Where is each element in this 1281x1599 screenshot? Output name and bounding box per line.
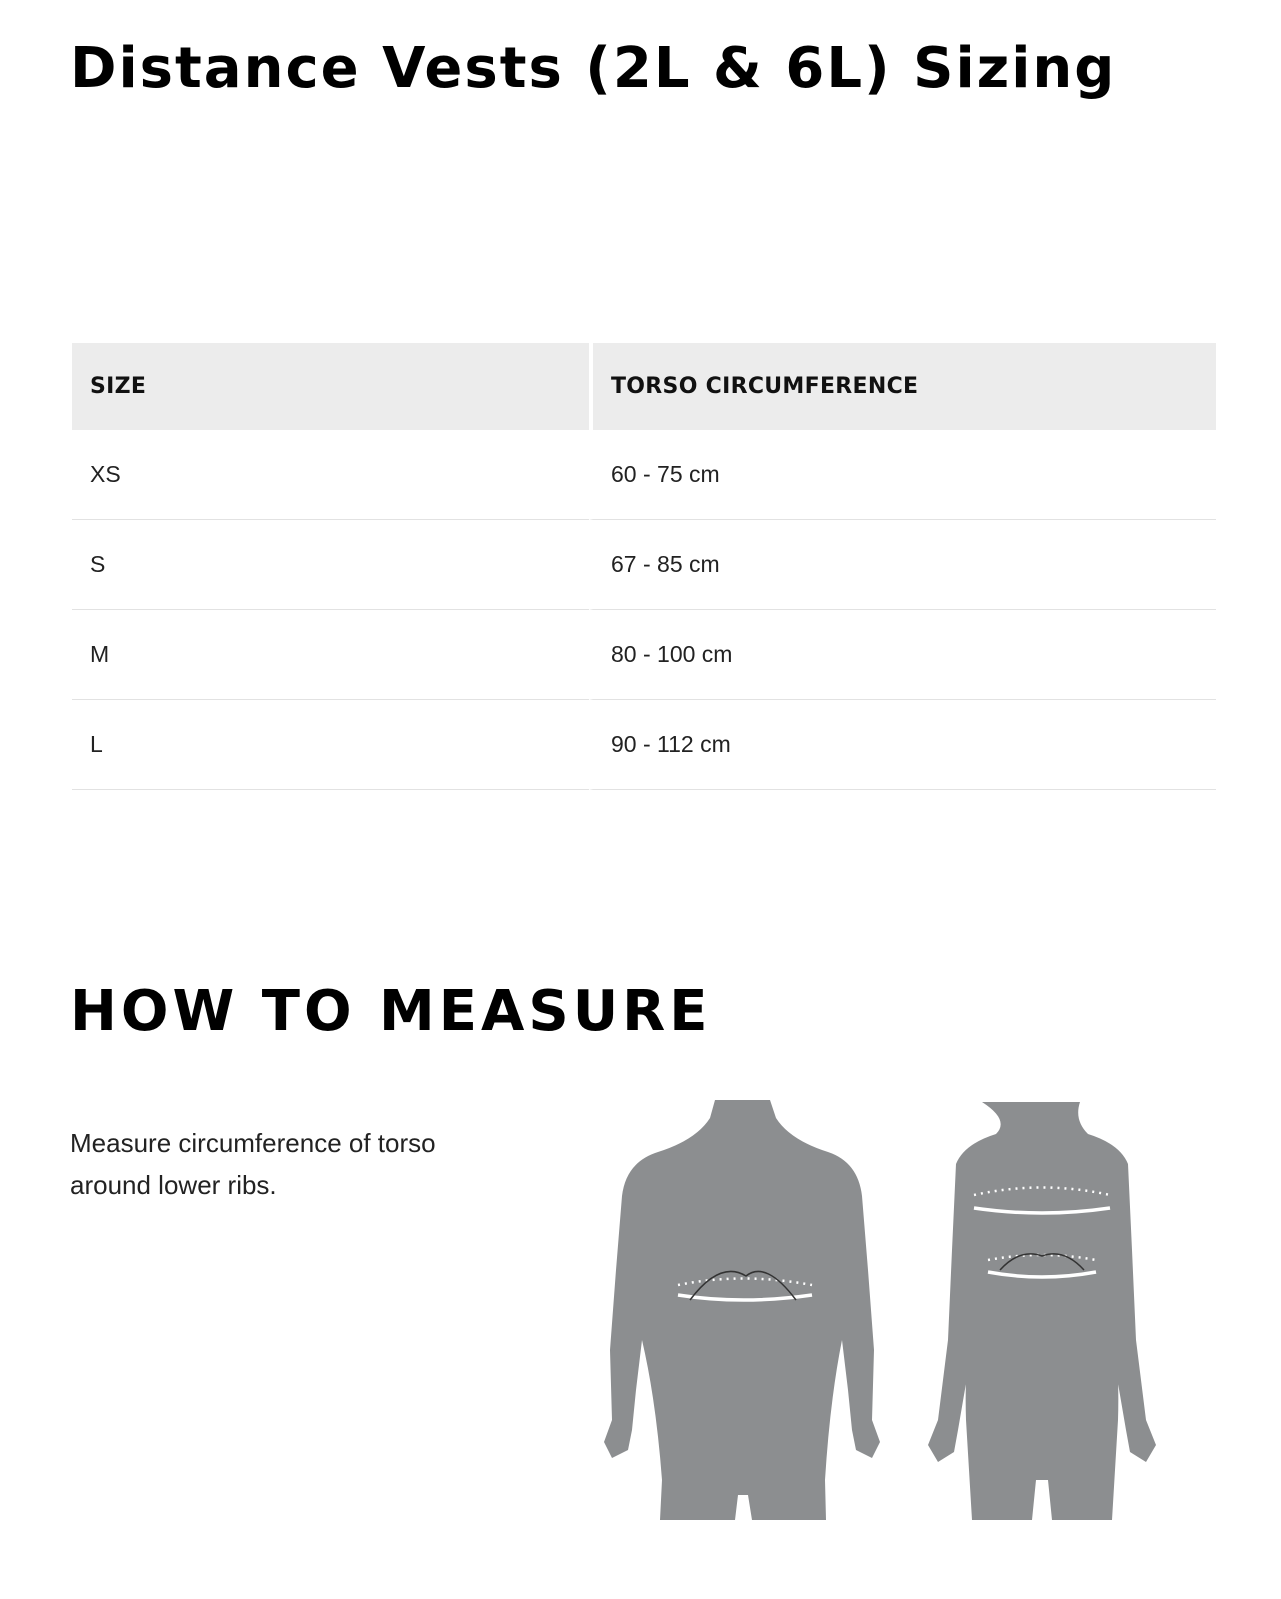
table-row	[72, 430, 1216, 520]
measure-instructions: Measure circumference of torso around lower ribs.	[70, 1128, 436, 1200]
size-cell: S	[72, 520, 589, 610]
column-header-size: SIZE	[72, 343, 589, 430]
size-chart-table	[72, 343, 1216, 790]
table-header-row	[72, 343, 1216, 430]
how-to-measure-heading: HOW TO MEASURE	[70, 979, 712, 1044]
torso-cell: 60 - 75 cm	[589, 430, 1216, 520]
measure-figure	[590, 1100, 1230, 1520]
table-row	[72, 700, 1216, 790]
female-torso-silhouette-icon	[928, 1102, 1156, 1520]
torso-cell: 67 - 85 cm	[589, 520, 1216, 610]
size-cell: M	[72, 610, 589, 700]
size-cell: L	[72, 700, 589, 790]
table-row	[72, 610, 1216, 700]
column-header-torso-circumference: TORSO CIRCUMFERENCE	[589, 343, 1216, 430]
male-torso-silhouette-icon	[604, 1100, 880, 1520]
torso-cell: 90 - 112 cm	[589, 700, 1216, 790]
table-row	[72, 520, 1216, 610]
size-cell: XS	[72, 430, 589, 520]
page-title: Distance Vests (2L & 6L) Sizing	[70, 36, 1117, 101]
torso-cell: 80 - 100 cm	[589, 610, 1216, 700]
